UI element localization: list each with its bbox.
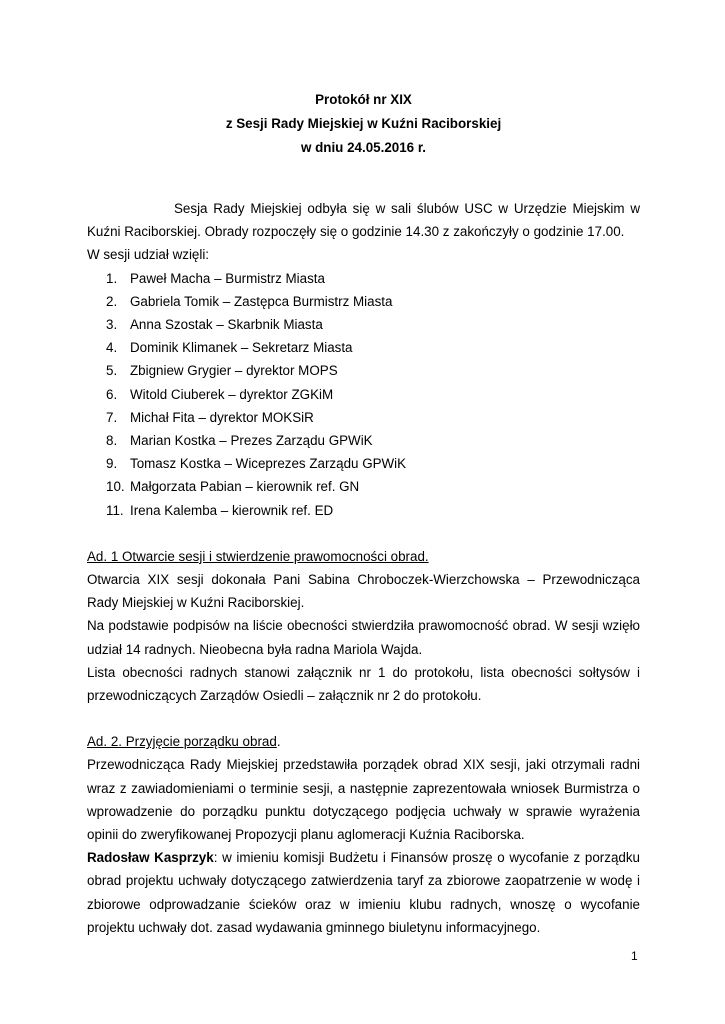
list-item: 11. Irena Kalemba – kierownik ref. ED	[106, 502, 334, 518]
section-2-heading-suffix: .	[276, 734, 281, 750]
section-2-heading: Ad. 2. Przyjęcie porządku obrad	[87, 734, 277, 750]
title-line-1: Protokół nr XIX	[315, 92, 412, 107]
list-item: 2. Gabriela Tomik – Zastępca Burmistrz Miasta	[106, 293, 393, 309]
section-1-paragraph-3: Lista obecności radnych stanowi załącznik nr 1 do protokołu, lista obecności sołtysów i przewodniczących Zarządów Osiedli – załącznik nr 2 do protokołu.	[87, 664, 640, 704]
list-item: 5. Zbigniew Grygier – dyrektor MOPS	[106, 363, 338, 379]
list-item: 9. Tomasz Kostka – Wiceprezes Zarządu GPWiK	[106, 456, 407, 472]
attendees-list	[87, 267, 640, 522]
speaker-statement: w imieniu komisji Budżetu i Finansów proszę o wycofanie z porządku obrad projektu uchwały dotyczącego zatwierdzenia taryf za zbiorowe zaopatrzenie w wodę i zbiorowe odprowadzanie ścieków oraz w imieniu klubu radnych, wnoszę o wycofanie projektu uchwały dot. zasad wydawania gminnego biuletynu informacyjnego.	[87, 850, 640, 935]
list-item: 3. Anna Szostak – Skarbnik Miasta	[106, 317, 323, 333]
section-1-paragraph-1: Otwarcia XIX sesji dokonała Pani Sabina Chroboczek-Wierzchowska – Przewodnicząca Rady Miejskiej w Kuźni Raciborskiej.	[87, 572, 640, 611]
document-page	[87, 0, 640, 939]
list-item: 1. Paweł Macha – Burmistrz Miasta	[106, 270, 325, 286]
section-1-heading: Ad. 1 Otwarcie sesji i stwierdzenie prawomocności obrad.	[87, 548, 429, 564]
list-item: 10. Małgorzata Pabian – kierownik ref. GN	[106, 479, 360, 495]
page-number: 1	[631, 949, 638, 963]
list-item: 8. Marian Kostka – Prezes Zarządu GPWiK	[106, 433, 373, 449]
title-line-2: z Sesji Rady Miejskiej w Kuźni Raciborskiej	[225, 116, 502, 131]
section-1-paragraph-2: Na podstawie podpisów na liście obecności stwierdziła prawomocność obrad. W sesji wzięło udział 14 radnych. Nieobecna była radna Mariola Wajda.	[87, 618, 640, 657]
list-item: 4. Dominik Klimanek – Sekretarz Miasta	[106, 340, 353, 356]
section-2-paragraph-1: Przewodnicząca Rady Miejskiej przedstawiła porządek obrad XIX sesji, jaki otrzymali radni wraz z zawiadomieniami o terminie sesji, a następnie zaprezentowała wniosek Burmistrza o wprowadzenie do porządku punktu dotyczącego podjęcia uchwały w sprawie wyrażenia opinii do zweryfikowanej Propozycji planu aglomeracji Kuźnia Raciborska.	[87, 757, 640, 843]
intro-paragraph: Sesja Rady Miejskiej odbyła się w sali ślubów USC w Urzędzie Miejskim w Kuźni Raciborskiej. Obrady rozpoczęły się o godzinie 14.30 z zakończyły o godzinie 17.00.	[87, 201, 640, 240]
speaker-colon: :	[213, 850, 218, 866]
section-2-paragraph-2	[87, 846, 640, 939]
section-2-heading-line	[87, 730, 640, 753]
attendees-label: W sesji udział wzięli:	[87, 247, 210, 263]
list-item: 7. Michał Fita – dyrektor MOKSiR	[106, 409, 314, 425]
list-item: 6. Witold Ciuberek – dyrektor ZGKiM	[106, 386, 334, 402]
title-line-3: w dniu 24.05.2016 r.	[300, 140, 427, 155]
speaker-name: Radosław Kasprzyk	[87, 850, 214, 866]
section-2	[87, 730, 640, 939]
intro-section	[87, 197, 640, 522]
section-1	[87, 545, 640, 707]
document-title	[87, 88, 640, 160]
